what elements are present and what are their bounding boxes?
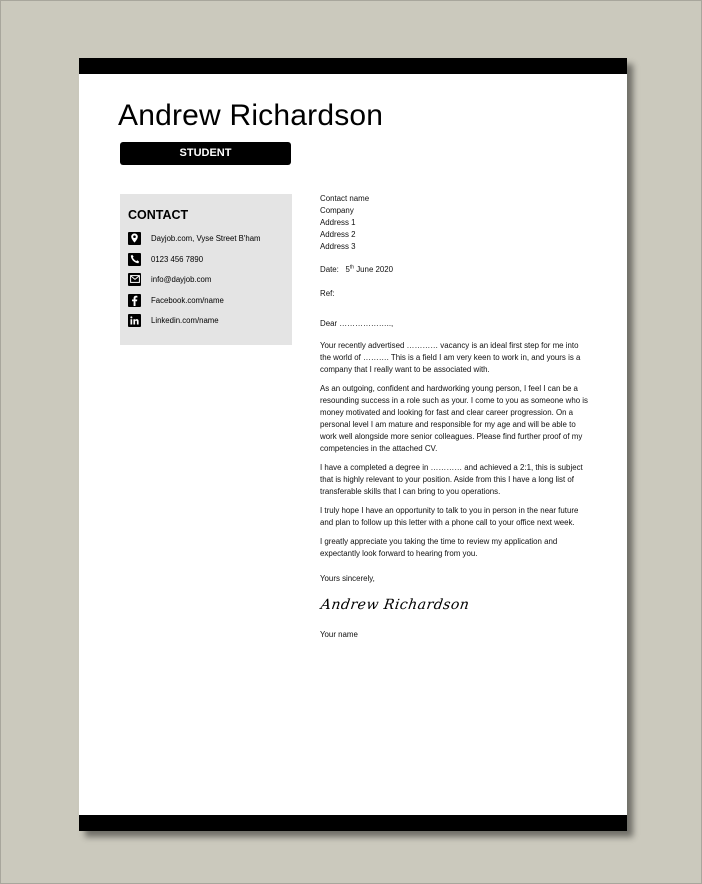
contact-phone [128, 252, 203, 266]
your-name: Your name [320, 630, 358, 639]
date-label: Date: [320, 265, 339, 274]
paragraph-4: I truly hope I have an opportunity to talk to you in person in the near future and plan to follow up this letter with a phone call to your office next week. [320, 506, 579, 527]
top-black-bar [79, 58, 627, 74]
location-pin-icon [128, 232, 141, 245]
contact-heading: CONTACT [128, 208, 189, 222]
role-badge: STUDENT [120, 142, 291, 165]
reference: Ref: [320, 289, 335, 298]
signature-wrap [320, 599, 588, 621]
contact-email-text[interactable]: info@dayjob.com [151, 274, 212, 284]
contact-linkedin [128, 313, 219, 327]
contact-email [128, 272, 211, 286]
bottom-black-bar [79, 815, 627, 831]
contact-phone-text: 0123 456 7890 [151, 254, 204, 264]
email-icon [128, 273, 141, 286]
recipient-address-2: Address 2 [320, 230, 356, 239]
contact-facebook-text[interactable]: Facebook.com/name [151, 295, 224, 305]
paragraph-5: I greatly appreciate you taking the time to review my application and expectantly look forward to hearing from you. [320, 537, 558, 558]
recipient-company: Company [320, 206, 354, 215]
date-day: 5 [345, 265, 350, 274]
signature: Andrew Richardson [319, 597, 471, 613]
paragraph-1: Your recently advertised ………… vacancy is an ideal first step for me into the world of ………. This is a field I am very keen to work in, and yours is a company that I really want to be associated with. [320, 341, 581, 374]
contact-facebook [128, 293, 224, 307]
date-suffix: th [349, 264, 355, 271]
contact-address-text: Dayjob.com, Vyse Street B'ham [151, 233, 261, 243]
letter-date [320, 264, 588, 276]
paragraph-3: I have a completed a degree in ………… and achieved a 2:1, this is subject that is highly relevant to your position. Aside from this I have a long list of transferable skills that I can bring to you operations. [320, 463, 583, 496]
recipient-contact-name: Contact name [320, 194, 370, 203]
letter-body [320, 193, 588, 641]
recipient-address-1: Address 1 [320, 218, 356, 227]
contact-linkedin-text[interactable]: Linkedin.com/name [151, 315, 219, 325]
facebook-icon [128, 294, 141, 307]
contact-panel [120, 194, 292, 345]
recipient-address [320, 193, 588, 253]
salutation: Dear ……………….., [320, 319, 394, 328]
closing: Yours sincerely, [320, 574, 375, 583]
contact-address [128, 231, 261, 245]
paragraph-2: As an outgoing, confident and hardworking young person, I feel I can be a resounding success in a role such as your. I come to you as someone who is money motivated and looking for fast and clear career progression. On a personal level I am mature and responsible for my age and will be able to work well alongside more senior colleagues. Please find further proof of my competencies in the attached CV. [320, 384, 588, 453]
recipient-address-3: Address 3 [320, 242, 356, 251]
phone-icon [128, 253, 141, 266]
applicant-name: Andrew Richardson [118, 99, 384, 132]
date-month-year: June 2020 [356, 265, 394, 274]
letter-page [79, 58, 627, 831]
linkedin-icon [128, 314, 141, 327]
